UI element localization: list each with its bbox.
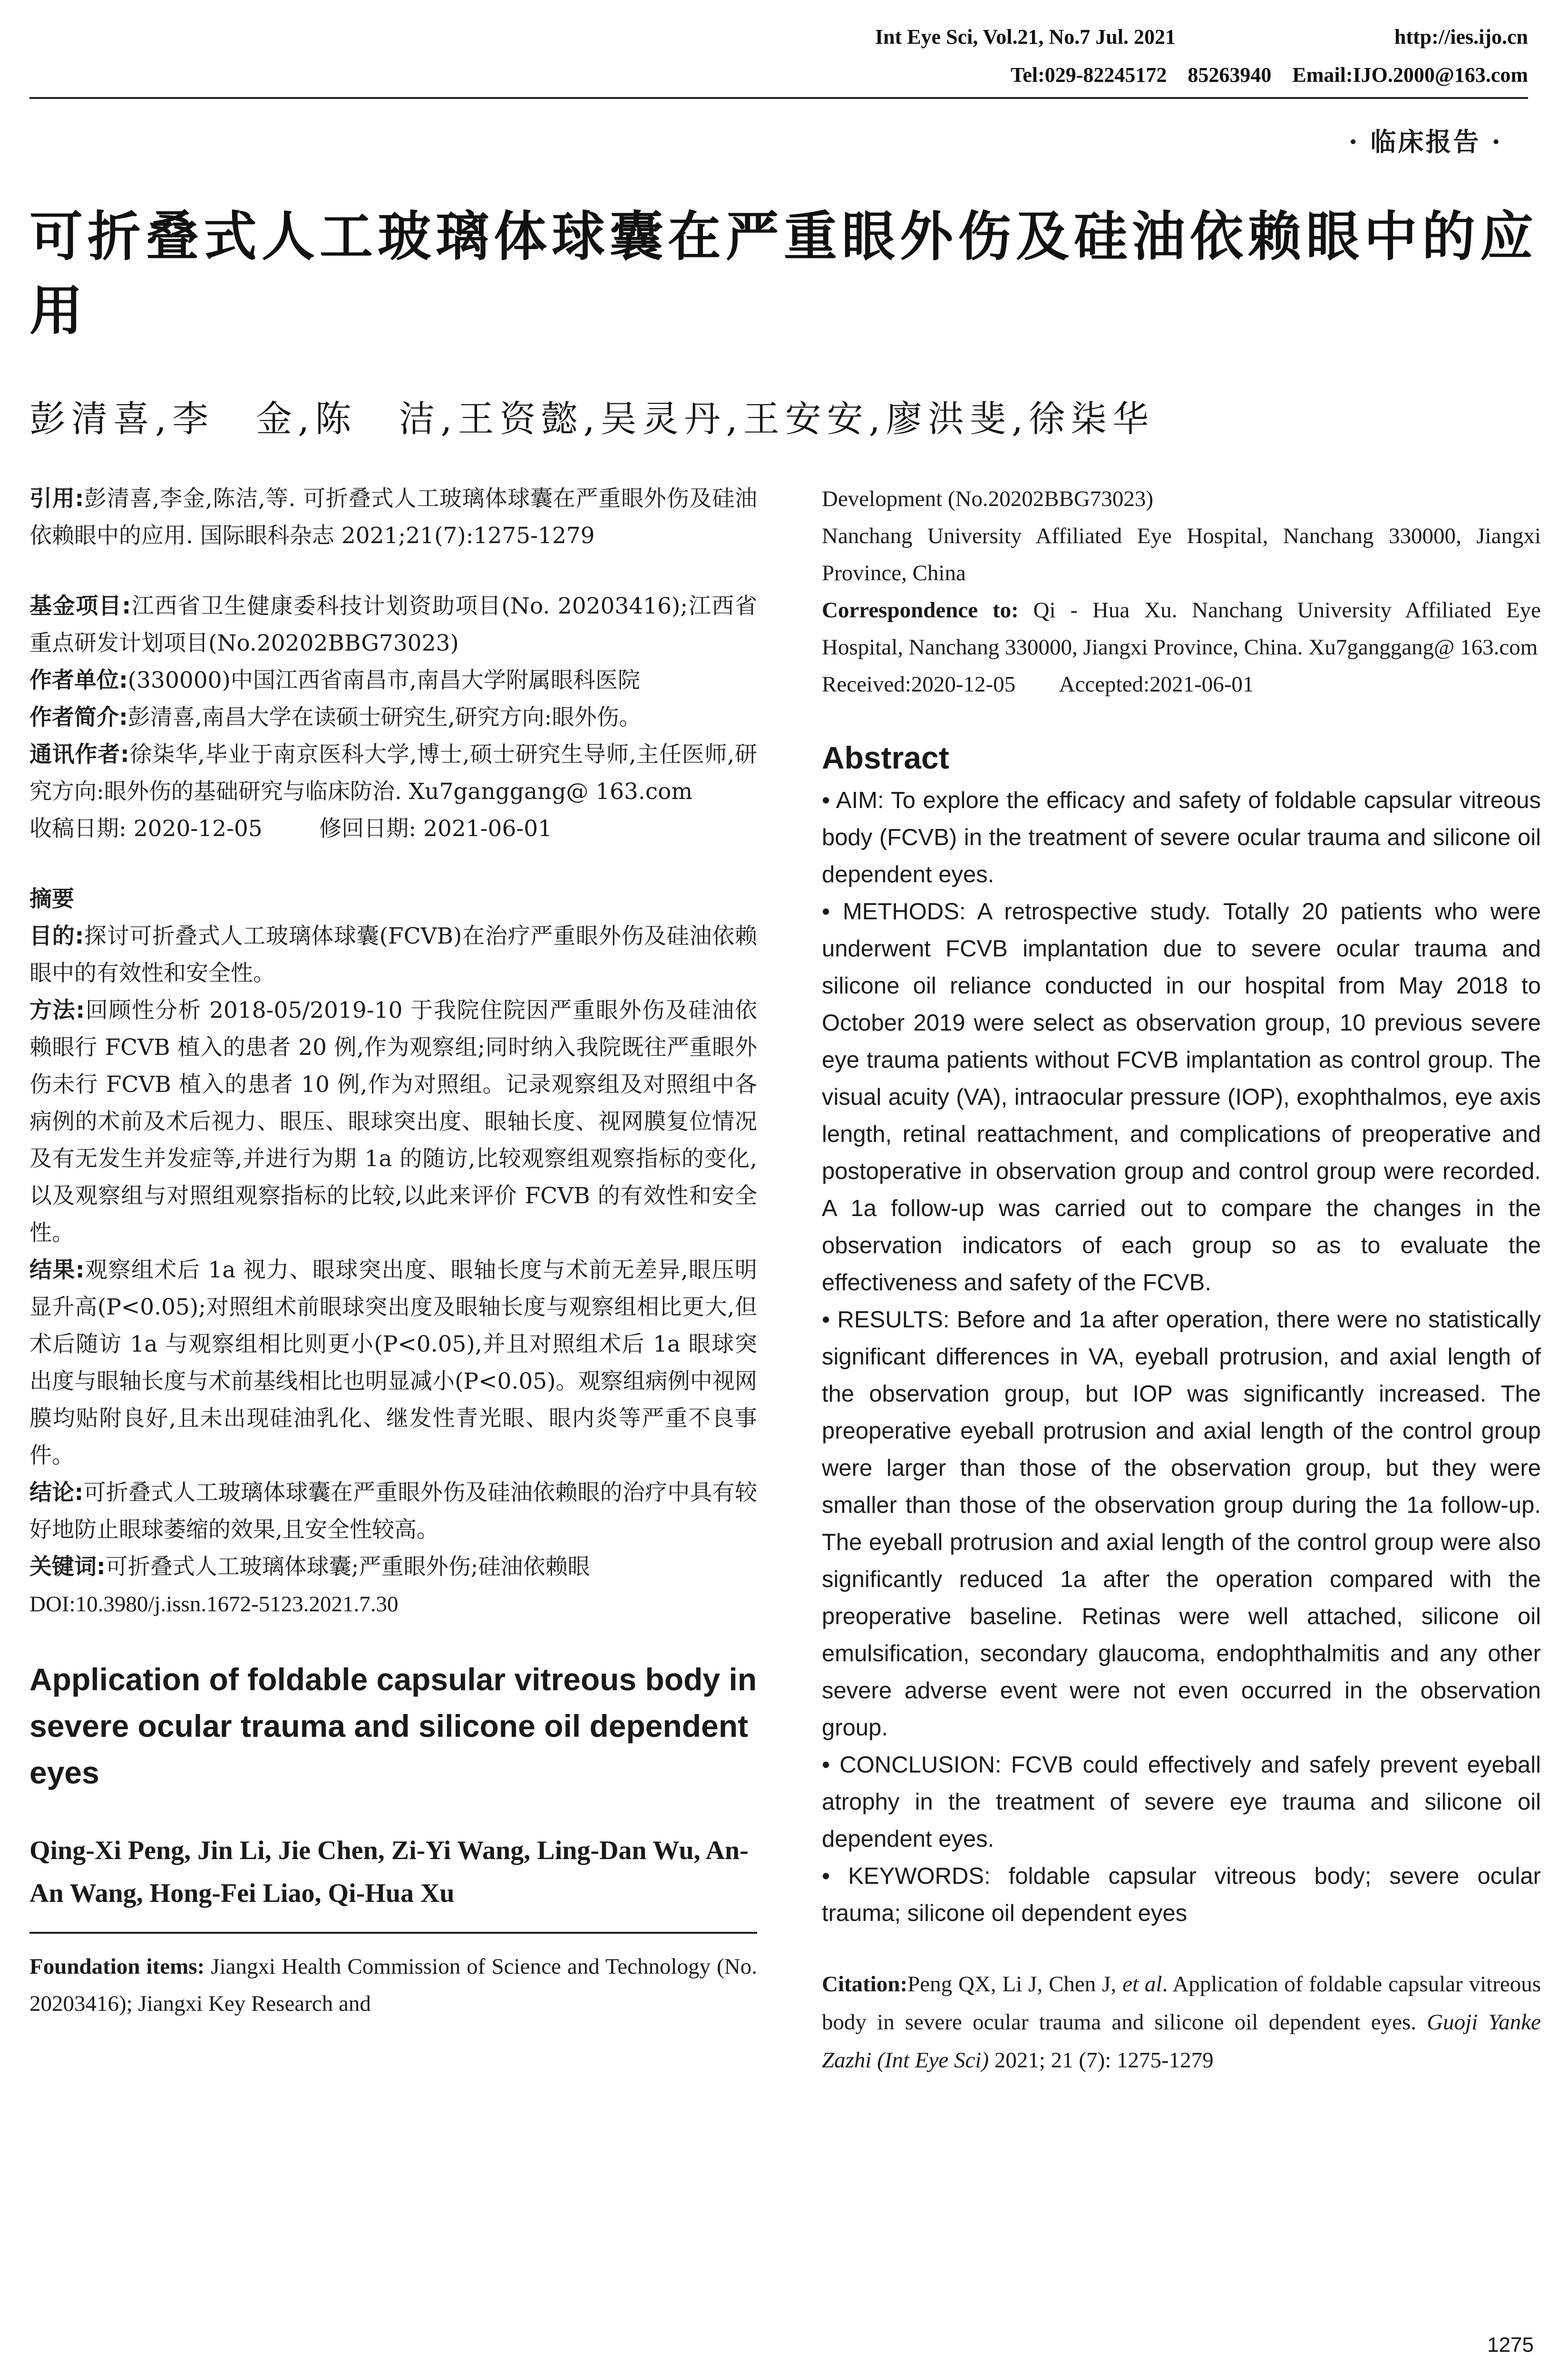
abstract-cn-head-text: 摘要 bbox=[29, 886, 74, 912]
correspondence-en bbox=[822, 592, 1541, 666]
keywords-en-label: • KEYWORDS: bbox=[822, 1863, 991, 1889]
unit-cn-text: (330000)中国江西省南昌市,南昌大学附属眼科医院 bbox=[127, 667, 640, 693]
conclusion-cn bbox=[29, 1474, 757, 1549]
fund-cn-text: 江西省卫生健康委科技计划资助项目(No. 20203416);江西省重点研发计划项目(No.20202BBG73023) bbox=[29, 593, 757, 656]
methods-cn-text: 回顾性分析 2018-05/2019-10 于我院住院因严重眼外伤及硅油依赖眼行 FCVB 植入的患者 20 例,作为观察组;同时纳入我院既往严重眼外伤未行 FCVB 植入的患者 10 例,作为对照组。记录观察组及对照组中各病例的术前及术后视力、眼压、眼球突出度、眼轴长度、视网膜复位情况及有无发生并发症等,并进行为期 1a 的随访,比较观察组观察指标的变化,以及观察组与对照组观察指标的比较,以此来评价 FCVB 的有效性和安全性。 bbox=[29, 997, 757, 1246]
citation-en bbox=[822, 1965, 1541, 2079]
methods-cn bbox=[29, 992, 757, 1252]
citation-cn-text: 彭清喜,李金,陈洁,等. 可折叠式人工玻璃体球囊在严重眼外伤及硅油依赖眼中的应用. 国际眼科杂志 2021;21(7):1275-1279 bbox=[29, 486, 757, 549]
conclusion-en-text: FCVB could effectively and safely prevent eyeball atrophy in the treatment of severe eye trauma and silicone oil dependent eyes. bbox=[822, 1752, 1541, 1852]
journal-contact: Tel:029-82245172 85263940 Email:IJO.2000@163.com bbox=[1011, 63, 1528, 87]
methods-en-text: A retrospective study. Totally 20 patients who were underwent FCVB implantation due to severe ocular trauma and silicone oil reliance conducted in our hospital from May 2018 to October 2019 were select as observation group, 10 previous severe eye trauma patients without FCVB implantation as control group. The visual acuity (VA), intraocular pressure (IOP), exophthalmos, eye axis length, retinal reattachment, and complications of preoperative and postoperative in observation group and control group were recorded. A 1a follow-up was carried out to compare the changes in the observation indicators of each group so as to evaluate the effectiveness and safety of the FCVB. bbox=[822, 899, 1541, 1296]
correspondence-en-label: Correspondence to: bbox=[822, 598, 1019, 623]
authors-separator bbox=[29, 1932, 757, 1934]
abstract-en-head: Abstract bbox=[822, 740, 949, 775]
authors-cn: 彭清喜,李 金,陈 洁,王资懿,吴灵丹,王安安,廖洪斐,徐柒华 bbox=[29, 398, 1155, 440]
affiliation-en: Nanchang University Affiliated Eye Hospital, Nanchang 330000, Jiangxi Province, China bbox=[822, 524, 1541, 585]
foundation-en-cont: Development (No.20202BBG73023) bbox=[822, 487, 1154, 511]
right-column bbox=[822, 480, 1541, 2079]
keywords-cn-text: 可折叠式人工玻璃体球囊;严重眼外伤;硅油依赖眼 bbox=[105, 1554, 590, 1580]
aim-cn-label: 目的: bbox=[29, 923, 84, 949]
dates-cn: 收稿日期: 2020-12-05 修回日期: 2021-06-01 bbox=[29, 816, 553, 842]
citation-en-label: Citation: bbox=[822, 1972, 908, 1997]
english-title: Application of foldable capsular vitreous body in severe ocular trauma and silicone oil dependent eyes bbox=[29, 1662, 757, 1790]
citation-en-a: Peng QX, Li J, Chen J, bbox=[907, 1972, 1117, 1997]
keywords-en bbox=[822, 1858, 1541, 1932]
citation-cn-label: 引用: bbox=[29, 486, 84, 512]
methods-en bbox=[822, 893, 1541, 1301]
aim-en-label: • AIM: bbox=[822, 788, 884, 813]
header-rule bbox=[29, 97, 1528, 99]
bio-cn-label: 作者简介: bbox=[29, 704, 128, 731]
unit-cn-label: 作者单位: bbox=[29, 667, 128, 693]
aim-en bbox=[822, 782, 1541, 893]
bio-cn-text: 彭清喜,南昌大学在读硕士研究生,研究方向:眼外伤。 bbox=[127, 704, 642, 731]
aim-cn bbox=[29, 918, 757, 992]
conclusion-cn-text: 可折叠式人工玻璃体球囊在严重眼外伤及硅油依赖眼的治疗中具有较好地防止眼球萎缩的效果,且安全性较高。 bbox=[29, 1480, 758, 1543]
results-cn-label: 结果: bbox=[29, 1257, 85, 1283]
results-cn bbox=[29, 1252, 757, 1474]
fund-cn-label: 基金项目: bbox=[29, 593, 131, 619]
keywords-cn-label: 关键词: bbox=[29, 1554, 106, 1580]
keywords-en-text: foldable capsular vitreous body; severe ocular trauma; silicone oil dependent eyes bbox=[822, 1863, 1541, 1926]
left-column bbox=[29, 480, 757, 2022]
foundation-en bbox=[29, 1948, 757, 2022]
results-en bbox=[822, 1301, 1541, 1746]
corr-cn bbox=[29, 736, 757, 810]
foundation-en-text: Jiangxi Health Commission of Science and Technology (No. 20203416); Jiangxi Key Research and bbox=[29, 1954, 757, 2016]
results-en-text: Before and 1a after operation, there were no statistically significant differences in VA, eyeball protrusion, and axial length of the observation group, but IOP was significantly increased. The preoperative eyeball protrusion and axial length of the control group were larger than those of the observation group, but they were smaller than those of the observation group during the 1a follow-up. The eyeball protrusion and axial length of the control group were also significantly reduced 1a after the operation compared with the preoperative baseline. Retinas were well attached, silicone oil emulsification, secondary glaucoma, endophthalmitis and any other severe adverse event were not even occurred in the observation group. bbox=[822, 1307, 1541, 1741]
dates-en: Received:2020-12-05 Accepted:2021-06-01 bbox=[822, 672, 1254, 697]
conclusion-en bbox=[822, 1746, 1541, 1858]
citation-en-journal: Guoji Yanke Zazhi (Int Eye Sci) bbox=[822, 2010, 1541, 2073]
aim-cn-text: 探讨可折叠式人工玻璃体球囊(FCVB)在治疗严重眼外伤及硅油依赖眼中的有效性和安全性。 bbox=[29, 923, 757, 986]
results-cn-text: 观察组术后 1a 视力、眼球突出度、眼轴长度与术前无差异,眼压明显升高(P<0.05);对照组术前眼球突出度及眼轴长度与观察组相比更大,但术后随访 1a 与观察组相比则更小(P<0.05),并且对照组术后 1a 眼球突出度与眼轴长度与术前基线相比也明显减小(P<0.05)。观察组病例中视网膜均贴附良好,且未出现硅油乳化、继发性青光眼、眼内炎等严重不良事件。 bbox=[29, 1257, 757, 1469]
corr-cn-text: 徐柒华,毕业于南京医科大学,博士,硕士研究生导师,主任医师,研究方向:眼外伤的基础研究与临床防治. Xu7ganggang@ 163.com bbox=[29, 741, 757, 805]
citation-en-b: . Application of foldable capsular vitreous body in severe ocular trauma and silicone oil dependent eyes. bbox=[822, 1972, 1541, 2035]
citation-en-etal: et al bbox=[1122, 1972, 1162, 1997]
doi[interactable]: DOI:10.3980/j.issn.1672-5123.2021.7.30 bbox=[29, 1592, 399, 1617]
corr-cn-label: 通讯作者: bbox=[29, 741, 129, 768]
correspondence-en-text: Qi - Hua Xu. Nanchang University Affiliated Eye Hospital, Nanchang 330000, Jiangxi Province, China. Xu7ganggang@ 163.com bbox=[822, 598, 1541, 660]
foundation-en-label: Foundation items: bbox=[29, 1954, 205, 1979]
bio-cn bbox=[29, 699, 757, 736]
citation-en-c: 2021; 21 (7): 1275-1279 bbox=[994, 2048, 1214, 2073]
methods-cn-label: 方法: bbox=[29, 997, 85, 1023]
methods-en-label: • METHODS: bbox=[822, 899, 966, 925]
journal-header: Int Eye Sci, Vol.21, No.7 Jul. 2021 bbox=[875, 25, 1176, 49]
journal-url[interactable]: http://ies.ijo.cn bbox=[1394, 25, 1528, 49]
english-authors: Qing-Xi Peng, Jin Li, Jie Chen, Zi-Yi Wang, Ling-Dan Wu, An-An Wang, Hong-Fei Liao, Qi-Hua Xu bbox=[29, 1836, 749, 1908]
article-title: 可折叠式人工玻璃体球囊在严重眼外伤及硅油依赖眼中的应用 bbox=[29, 206, 1538, 342]
unit-cn bbox=[29, 662, 757, 699]
results-en-label: • RESULTS: bbox=[822, 1307, 950, 1333]
page-number: 1275 bbox=[1487, 2333, 1534, 2357]
citation-cn bbox=[29, 480, 757, 555]
fund-cn bbox=[29, 588, 757, 662]
section-tag: · 临床报告 · bbox=[1348, 127, 1502, 157]
aim-en-text: To explore the efficacy and safety of foldable capsular vitreous body (FCVB) in the treatment of severe ocular trauma and silicone oil dependent eyes. bbox=[822, 788, 1541, 887]
conclusion-en-label: • CONCLUSION: bbox=[822, 1752, 1002, 1778]
keywords-cn bbox=[29, 1549, 757, 1586]
abstract-cn-head bbox=[29, 881, 757, 918]
conclusion-cn-label: 结论: bbox=[29, 1480, 84, 1506]
